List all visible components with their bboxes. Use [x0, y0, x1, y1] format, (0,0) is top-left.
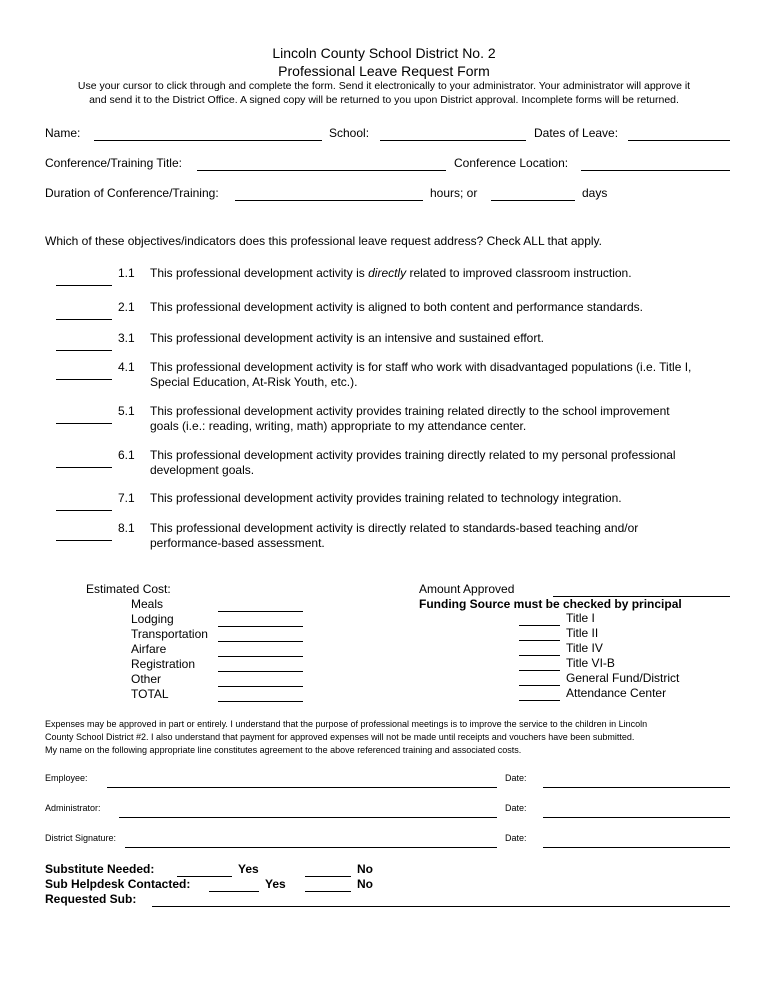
objective-text-part: This professional development activity provides training related to technology integration.	[150, 491, 622, 505]
cost-item-label: Airfare	[131, 642, 167, 656]
employee-date-field[interactable]	[543, 787, 730, 788]
objective-text-continued: goals (i.e.: reading, writing, math) appropriate to my attendance center.	[150, 419, 527, 433]
objective-text	[150, 404, 670, 418]
funding-source-check[interactable]	[519, 625, 560, 626]
objective-5.1-check[interactable]	[56, 423, 112, 424]
objective-text	[150, 300, 643, 314]
funding-source-label: Title II	[566, 626, 599, 640]
objective-number: 4.1	[118, 360, 135, 374]
objective-text-continued: performance-based assessment.	[150, 536, 325, 550]
objective-text-part: This professional development activity is an intensive and sustained effort.	[150, 331, 544, 345]
school-label: School:	[329, 126, 370, 140]
requested-sub-label: Requested Sub:	[45, 892, 137, 906]
objective-8.1-check[interactable]	[56, 540, 112, 541]
conference-title-label: Conference/Training Title:	[45, 156, 182, 170]
administrator-signature-field[interactable]	[119, 817, 497, 818]
cost-item-field[interactable]	[218, 626, 303, 627]
funding-source-check[interactable]	[519, 670, 560, 671]
objective-1.1-check[interactable]	[56, 285, 112, 286]
objective-text-part: This professional development activity provides training directly related to my personal professional	[150, 448, 676, 462]
objective-number: 8.1	[118, 521, 135, 535]
cost-item-field[interactable]	[218, 686, 303, 687]
objective-text	[150, 448, 676, 462]
school-field[interactable]	[380, 140, 526, 141]
objective-7.1-check[interactable]	[56, 510, 112, 511]
objective-text	[150, 360, 691, 374]
cost-item-field[interactable]	[218, 611, 303, 612]
cost-item-field[interactable]	[218, 671, 303, 672]
objective-number: 6.1	[118, 448, 135, 462]
name-label: Name:	[45, 126, 81, 140]
days-label: days	[582, 186, 608, 200]
district-date-label: Date:	[505, 833, 527, 843]
objective-text	[150, 331, 544, 345]
agreement-line-1: Expenses may be approved in part or entirely. I understand that the purpose of professional meetings is to improve the service to the children in Lincoln	[45, 719, 648, 729]
objective-text-part: This professional development activity provides training related directly to the school improvement	[150, 404, 670, 418]
instructions-line-2: and send it to the District Office. A signed copy will be returned to you upon District approval. Incomplete forms will be returned.	[89, 94, 679, 106]
funding-source-check[interactable]	[519, 640, 560, 641]
funding-source-check[interactable]	[519, 655, 560, 656]
objective-text-emphasis: directly	[368, 266, 407, 280]
objective-text-continued: development goals.	[150, 463, 255, 477]
funding-source-label: Title IV	[566, 641, 603, 655]
instructions-line-1: Use your cursor to click through and complete the form. Send it electronically to your administrator. Your administrator will approve it	[77, 80, 691, 92]
name-field[interactable]	[94, 140, 322, 141]
conference-location-field[interactable]	[581, 170, 730, 171]
cost-item-label: Transportation	[131, 627, 208, 641]
cost-item-label: Registration	[131, 657, 196, 671]
estimated-cost-label: Estimated Cost:	[86, 582, 171, 596]
objective-number: 5.1	[118, 404, 135, 418]
agreement-line-2: County School District #2. I also understand that payment for approved expenses will not be made until receipts and vouchers have been submitted.	[45, 732, 635, 742]
funding-source-label: Title I	[566, 611, 595, 625]
objective-2.1-check[interactable]	[56, 319, 112, 320]
funding-source-label: Attendance Center	[566, 686, 667, 700]
employee-label: Employee:	[45, 773, 88, 783]
helpdesk-no-label: No	[357, 877, 373, 891]
objective-text-part: related to improved classroom instruction.	[406, 266, 632, 280]
objective-text-part: This professional development activity is	[150, 266, 369, 280]
objective-3.1-check[interactable]	[56, 350, 112, 351]
cost-item-field[interactable]	[218, 641, 303, 642]
objective-text	[150, 266, 632, 280]
helpdesk-yes-label: Yes	[265, 877, 286, 891]
hours-or-label: hours; or	[430, 186, 478, 200]
administrator-label: Administrator:	[45, 803, 101, 813]
requested-sub-field[interactable]	[152, 906, 730, 907]
form-title: Professional Leave Request Form	[278, 63, 490, 79]
objective-text	[150, 521, 638, 535]
objective-number: 3.1	[118, 331, 135, 345]
dates-of-leave-field[interactable]	[628, 140, 730, 141]
objective-text-part: This professional development activity is directly related to standards-based teaching and/or	[150, 521, 639, 535]
duration-days-field[interactable]	[491, 200, 575, 201]
helpdesk-no-field[interactable]	[305, 891, 351, 892]
objective-number: 1.1	[118, 266, 135, 280]
objective-number: 7.1	[118, 491, 135, 505]
cost-item-label: Lodging	[131, 612, 174, 626]
objective-4.1-check[interactable]	[56, 379, 112, 380]
district-name: Lincoln County School District No. 2	[272, 45, 496, 61]
agreement-line-3: My name on the following appropriate line constitutes agreement to the above referenced training and associated costs.	[45, 745, 522, 755]
district-date-field[interactable]	[543, 847, 730, 848]
employee-signature-field[interactable]	[107, 787, 497, 788]
cost-item-label: Meals	[131, 597, 164, 611]
funding-source-label: General Fund/District	[566, 671, 680, 685]
conference-location-label: Conference Location:	[454, 156, 569, 170]
objective-text	[150, 491, 622, 505]
cost-item-label: Other	[131, 672, 162, 686]
funding-source-note: Funding Source must be checked by principal	[419, 597, 682, 611]
employee-date-label: Date:	[505, 773, 527, 783]
substitute-no-label: No	[357, 862, 373, 876]
administrator-date-field[interactable]	[543, 817, 730, 818]
objective-6.1-check[interactable]	[56, 467, 112, 468]
conference-title-field[interactable]	[197, 170, 446, 171]
cost-item-field[interactable]	[218, 656, 303, 657]
amount-approved-label: Amount Approved	[419, 582, 515, 596]
substitute-no-field[interactable]	[305, 876, 351, 877]
funding-source-check[interactable]	[519, 700, 560, 701]
objective-number: 2.1	[118, 300, 135, 314]
district-signature-field[interactable]	[125, 847, 497, 848]
duration-hours-field[interactable]	[235, 200, 423, 201]
district-signature-label: District Signature:	[45, 833, 117, 843]
sub-helpdesk-label: Sub Helpdesk Contacted:	[45, 877, 191, 891]
administrator-date-label: Date:	[505, 803, 527, 813]
substitute-needed-label: Substitute Needed:	[45, 862, 155, 876]
duration-label: Duration of Conference/Training:	[45, 186, 219, 200]
cost-item-field[interactable]	[218, 701, 303, 702]
helpdesk-yes-field[interactable]	[209, 891, 259, 892]
objective-text-part: This professional development activity is for staff who work with disadvantaged populations (i.e. Title I,	[150, 360, 692, 374]
cost-item-label: TOTAL	[131, 687, 169, 701]
objectives-question: Which of these objectives/indicators does this professional leave request address? Check ALL that apply.	[45, 234, 602, 248]
objective-text-part: This professional development activity is aligned to both content and performance standards.	[150, 300, 643, 314]
funding-source-check[interactable]	[519, 685, 560, 686]
substitute-yes-label: Yes	[238, 862, 259, 876]
funding-source-label: Title VI-B	[566, 656, 615, 670]
objective-text-continued: Special Education, At-Risk Youth, etc.).	[150, 375, 358, 389]
dates-of-leave-label: Dates of Leave:	[534, 126, 619, 140]
